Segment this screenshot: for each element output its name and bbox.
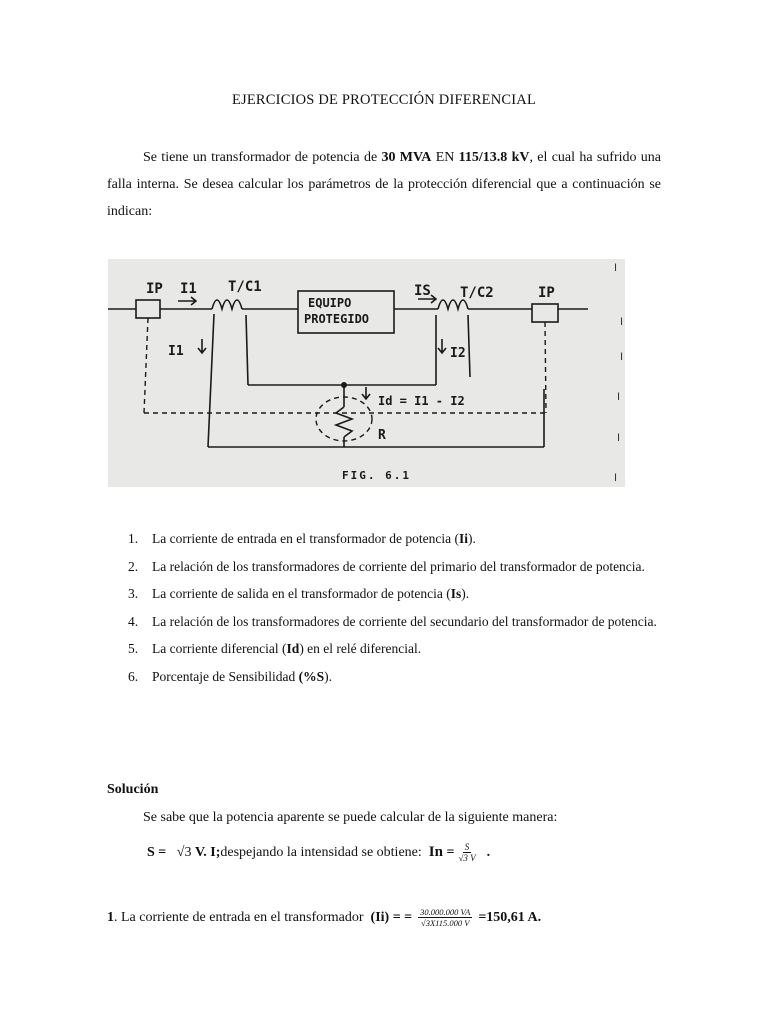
solution-step-1: 1 . La corriente de entrada en el transformador (Ii) = = $\frac{30.000.000 VA}{√3X115.000 V}$ =150,61 A.: [107, 907, 542, 928]
label-i1-top: I1: [180, 281, 197, 297]
stray-mark: I: [617, 391, 621, 403]
list-item: 6. Porcentaje de Sensibilidad (%S).: [128, 668, 332, 684]
solution-heading: Solución: [107, 782, 159, 797]
intro-text-2: EN: [431, 150, 459, 165]
list-item: 3. La corriente de salida en el transformador de potencia (Is).: [128, 586, 470, 601]
intro-text-1: Se tiene un transformador de potencia de: [143, 150, 382, 165]
stray-mark: I: [614, 262, 618, 274]
label-r: R: [378, 428, 386, 443]
intro-power: 30 MVA: [381, 150, 432, 165]
label-tc1: T/C1: [228, 279, 262, 295]
intro-text-3: , el cual ha sufrido una falla interna. Se desea calcular los parámetros de la protección diferencial que a continuación se indican:: [107, 150, 662, 219]
figure-caption: FIG. 6.1: [342, 469, 411, 482]
figure-6-1: [108, 259, 625, 487]
box-line-1: EQUIPO: [308, 296, 352, 310]
label-ip-left: IP: [146, 281, 163, 297]
list-item: 1. La corriente de entrada en el transformador de potencia (Ii).: [128, 531, 476, 546]
current-fraction: $\frac{S}{√3 V}$: [458, 842, 476, 863]
stray-mark: I: [620, 316, 624, 328]
list-item: 2. La relación de los transformadores de corriente del primario del transformador de potencia.: [128, 558, 645, 574]
box-line-2: PROTEGIDO: [304, 312, 370, 326]
list-item: 5. La corriente diferencial (Id) en el relé diferencial.: [128, 641, 422, 656]
label-i1-side: I1: [168, 344, 184, 359]
differential-protection-diagram: [108, 259, 625, 487]
stray-mark: I: [620, 351, 624, 363]
stray-mark: I: [617, 432, 621, 444]
label-tc2: T/C2: [460, 285, 494, 301]
label-i2-side: I2: [450, 346, 466, 361]
label-ip-right: IP: [538, 285, 555, 301]
requirements-list: [107, 525, 706, 690]
label-id-equation: Id = I1 - I2: [378, 394, 465, 408]
document-title: EJERCICIOS DE PROTECCIÓN DIFERENCIAL: [231, 92, 537, 108]
list-item: 4. La relación de los transformadores de corriente del secundario del transformador de potencia.: [128, 613, 657, 629]
solution-intro: Se sabe que la potencia aparente se puede calcular de la siguiente manera:: [143, 810, 558, 825]
input-current-fraction: $\frac{30.000.000 VA}{√3X115.000 V}$: [420, 907, 471, 928]
label-is: IS: [414, 283, 431, 299]
intro-voltage: 115/13.8 kV: [458, 150, 530, 165]
power-formula: S = √3 V. I; despejando la intensidad se obtiene: In = $\frac{S}{√3 V}$ .: [147, 842, 491, 863]
stray-mark: I: [614, 472, 618, 484]
intro-paragraph: [107, 144, 661, 225]
